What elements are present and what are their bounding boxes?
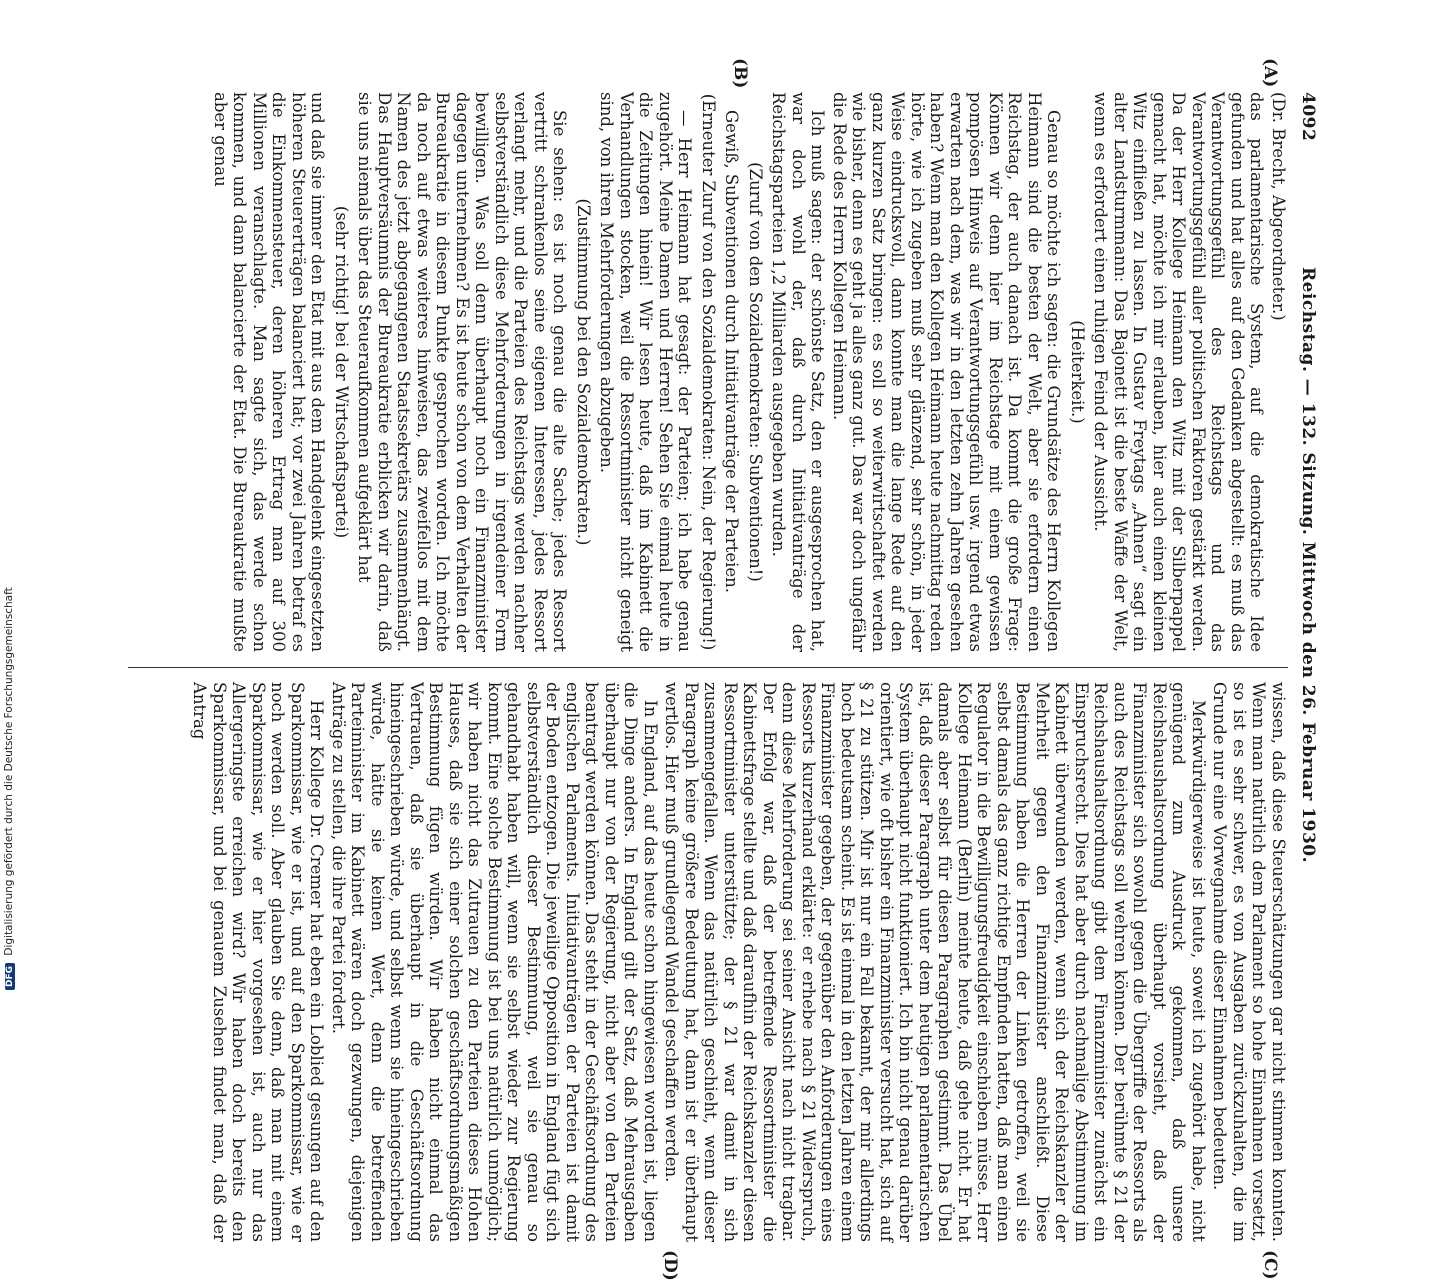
interjection: (Zuruf von den Sozialdemokraten: Subventionen!): [746, 162, 765, 582]
column-divider: [128, 667, 1288, 668]
paragraph: und daß sie immer den Etat mit aus dem Handgelenk eingesetzten höheren Steuererträgen balanciert hat; vor zwei Jahren betraf es die Einkommensteuer, deren höheren Ertrag man auf 300 Millionen veranschlagte. Man sagte sich, das werde schon kommen, und dann balancierte der Etat. Die Bureaukratie mußte aber genau: [211, 92, 328, 652]
paragraph: Ich muß sagen: der schönste Satz, den er ausgesprochen hat, war doch wohl der, daß durch Initiativanträge der Reichstagsparteien 1,2 Milliarden ausgegeben wurden.: [769, 92, 828, 652]
digitization-credit: [3, 0, 19, 1000]
left-column: [209, 92, 1289, 652]
paragraph: In England, auf das heute schon hingewiesen worden ist, liegen die Dinge anders. In England gilt der Satz, daß Mehrausgaben überhaupt nur von der Regierung, nicht aber von den Parteien beantragt werden können. Das steht in der Geschäftsordnung des englischen Parlaments. Initiativanträgen der Parteien ist damit der Boden entzogen. Die jeweilige Opposition in England fügt sich selbstverständlich dieser Bestimmung, weil sie genau so gehandhabt haben will, wenn sie selbst wieder zur Regierung kommt. Eine solche Bestimmung ist bei uns natürlich unmöglich; wir haben nicht das Zutrauen zu den Parteien dieses Hohen Hauses, daß sie sich einer solchen geschäftsordnungsmäßigen Bestimmung fügen würden. Wir haben nicht einmal das Vertrauen, daß sie überhaupt in die Geschäftsordnung hineingeschrieben würde, und selbst wenn sie hineingeschrieben würde, hätte sie keinen Wert, denn die betreffenden Parteiminister im Kabinett wären doch gezwungen, diejenigen Anträge zu stellen, die ihre Partei fordert.: [329, 682, 660, 1242]
credit-text: Digitalisierung gefördert durch die Deutsche Forschungsgemeinschaft: [3, 587, 15, 956]
margin-marker-a: (A): [1260, 58, 1280, 88]
dfg-logo: DFG: [5, 963, 15, 990]
margin-marker-c: (C): [1260, 1250, 1280, 1280]
paragraph: (Dr. Brecht, Abgeordneter.): [1269, 92, 1288, 321]
margin-marker-d: (D): [660, 1250, 680, 1281]
margin-marker-b: (B): [730, 58, 750, 89]
paragraph: Herr Kollege Dr. Cremer hat eben ein Loblied gesungen auf den Sparkommissar, wie er ist, und auf den Sparkommissar, wie er noch werden soll. Aber glauben Sie denn, daß man mit einem Sparkommissar, wie er hier vorgesehen ist, auch nur das Allergeringste erreichen wird? Wir haben doch bereits den Sparkommissar, und bei genauem Zusehen findet man, daß der Antrag: [190, 682, 327, 1242]
paragraph: Merkwürdigerweise ist heute, soweit ich zugehört habe, nicht genügend zum Ausdruck gekommen, daß unsere Reichshaushaltsordnung überhaupt vorsieht, daß der Finanzminister sich sowohl gegen die Übergriffe der Ressorts als auch des Reichstags soll wehren können. Der berühmte § 21 der Reichshaushaltsordnung gibt dem Finanzminister zunächst ein Einspruchsrecht. Dies hat aber durch nachmalige Abstimmung im Kabinett überwunden werden, wenn sich der Reichskanzler der Mehrheit gegen den Finanzminister anschließt. Diese Bestimmung haben die Herren der Linken getroffen, weil sie selbst damals das ganz richtige Empfinden hatten, daß man einen Regulator in die Bewilligungsfreudigkeit einschieben müsse. Herr Kollege Heimann (Berlin) meinte heute, daß gehe nicht. Er hat damals aber selbst für diesen Paragraphen gestimmt. Das Übel ist, daß dieser Paragraph unter dem heutigen parlamentarischen System überhaupt nicht funktioniert. Ich bin nicht genau darüber orientiert, wie oft bisher ein Finanzminister versucht hat, sich auf § 21 zu stützen. Mir ist nur ein Fall bekannt, der mir allerdings hoch bedeutsam scheint. Es ist einmal in den letzten Jahren einem Finanzminister gegeben, der gegenüber den Anforderungen eines Ressorts kurzerhand erklärte: er erhebe nach § 21 Widerspruch, denn diese Mehrforderung sei seiner Ansicht nach nicht tragbar. Der Erfolg war, daß der betreffende Ressortminister die Kabinettsfrage stellte und daß daraufhin der Reichskanzler diesen Ressortminister unterstützte; der § 21 war damit in sich zusammengefallen. Wenn das natürlich geschieht, wenn dieser Paragraph keine größere Bedeutung hat, dann ist er überhaupt wertlos. Hier muß grundlegend Wandel geschaffen werden.: [662, 682, 1208, 1242]
paragraph: Gewiß, Subventionen durch Initiativanträge der Parteien.: [722, 110, 742, 593]
right-column: [188, 682, 1288, 1242]
interjection: (Heiterkeit.): [1068, 320, 1087, 424]
running-title: Reichstag. — 132. Sitzung. Mittwoch den 26. Februar 1930.: [1298, 267, 1318, 864]
paragraph: das parlamentarische System, auf die demokratische Idee gefunden und hat alles auf den Gedanken abgestellt: es muß das Verantwortungsgefühl des Reichstags und das Verantwortungsgefühl aller politischen Faktoren gestärkt werden. Da der Herr Kollege Heimann den Witz mit der Silberpappel gemacht hat, möchte ich mir erlauben, hier auch einen kleinen Witz einfließen zu lassen. In Gustav Freytags „Ahnen“ sagt ein alter Landsturmmann: Das Bajonett ist die beste Waffe der Welt, wenn es erfordert einen ruhigen Feind der Aussicht.: [1091, 92, 1267, 652]
paragraph: Genau so möchte ich sagen: die Grundsätze des Herrn Kollegen Heimann sind die besten der Welt, aber sie erfordern einen Reichstag, der auch danach ist. Da kommt die große Frage: Können wir denn hier im Reichstage mit einem gewissen pompösen Hinweis auf Verantwortungsgefühl usw. irgend etwas erwarten nach dem, was wir in den letzten zehn Jahren gesehen haben? Wenn man den Kollegen Heimann heute nachmittag reden hörte, wie ich zugeben muß sehr glänzend, sehr schön, in jeder Weise eindrucksvoll, dann konnte man die lange Rede auf den ganz kurzen Satz bringen: es soll so weiterwirtschaftet werden wie bisher, denn es geht ja alles ganz gut. Das war doch ungefähr die Rede des Herrn Kollegen Heimann.: [830, 92, 1064, 652]
document-page: [120, 58, 1320, 1281]
interjection: (sehr richtig! bei der Wirtschaftspartei): [332, 205, 351, 539]
page-number: 4092: [1298, 92, 1318, 142]
interjection: (Zustimmung bei den Sozialdemokraten.): [574, 198, 593, 546]
paragraph: wissen, daß diese Steuerschätzungen gar nicht stimmen konnten. Wenn man natürlich dem Parlament so hohe Einnahmen vorsetzt, so ist es sehr schwer, es von Ausgaben zurückzuhalten, die im Grunde nur eine Vorwegnahme dieser Einnahmen bedeuten.: [1210, 682, 1288, 1242]
interjection: (Erneuter Zuruf von den Sozialdemokraten: Nein, der Regierung!): [699, 93, 718, 651]
paragraph: Sie sehen: es ist noch genau die alte Sache; jedes Ressort vertritt schrankenlos seine eigenen Interessen, jedes Ressort verlangt mehr, und die Parteien des Reichstags werden nachher selbstverständlich diese Mehrforderungen in irgendeiner Form bewilligen. Was soll denn überhaupt noch ein Finanzminister dagegen unternehmen? Es ist heute schon von dem Verhalten der Bureaukratie in diesem Punkte gesprochen worden. Ich möchte da noch auf etwas weiteres hinweisen, das zweifellos mit dem Namen des jetzt abgegangenen Staatssekretärs zusammenhängt. Das Hauptversäumnis der Bureaukratie erblicken wir darin, daß sie uns niemals über das Steueraufkommen aufgeklärt hat: [355, 92, 570, 652]
paragraph: — Herr Heimann hat gesagt: der Parteien; ich habe genau zugehört. Meine Damen und Herren! Sehen Sie einmal heute in die Zeitungen hinein! Wir lesen heute, daß im Kabinett die Verhandlungen stocken, weil die Ressortminister nicht geneigt sind, von ihren Mehrforderungen abzugeben.: [597, 92, 695, 652]
page-header: [1290, 92, 1320, 972]
